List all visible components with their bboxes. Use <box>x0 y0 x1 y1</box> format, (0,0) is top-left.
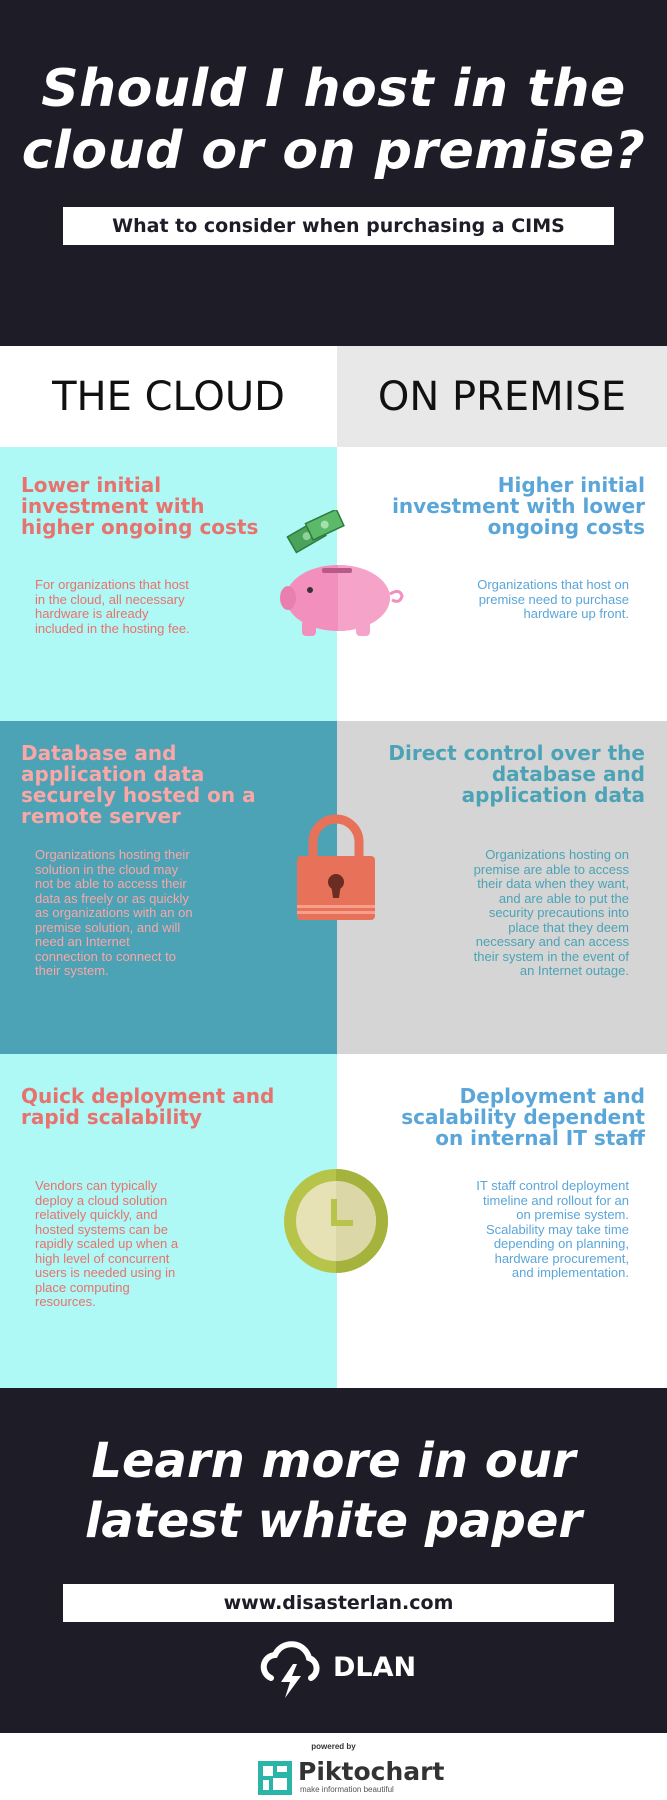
heading-line: Quick deployment and <box>21 1084 275 1108</box>
header <box>0 0 667 346</box>
body-line: data as freely or as quickly <box>35 890 189 906</box>
row1-right-heading <box>392 475 645 538</box>
body-line: resources. <box>35 1294 96 1309</box>
heading-line: investment with lower <box>392 494 645 518</box>
column-heading-cloud-text: THE CLOUD <box>52 373 285 420</box>
column-heading-cloud <box>0 346 337 447</box>
heading-line: on internal IT staff <box>435 1126 645 1150</box>
body-line: hardware procurement, <box>494 1250 629 1266</box>
body-line: premise solution, and will <box>35 919 181 935</box>
column-heading-premise <box>337 346 667 447</box>
body-line: in the cloud, all necessary <box>35 591 185 607</box>
body-line: premise are able to access <box>473 861 629 877</box>
heading-line: Direct control over the <box>388 741 645 765</box>
powered-by-label: powered by <box>311 1742 356 1751</box>
body-line: Organizations hosting their <box>35 847 190 862</box>
row3-right-body <box>476 1179 629 1281</box>
body-line: solution in the cloud may <box>35 861 179 877</box>
body-line: hosted systems can be <box>35 1221 168 1237</box>
body-line: on premise system. <box>516 1207 629 1222</box>
body-line: connection to connect to <box>35 948 176 964</box>
piggy-bank-icon <box>270 510 405 645</box>
body-line: high level of concurrent <box>35 1250 170 1266</box>
row2-right-heading <box>388 743 645 806</box>
website-link[interactable] <box>63 1584 614 1622</box>
heading-line: application data <box>461 783 645 807</box>
row3-left-body <box>35 1179 178 1310</box>
piktochart-logo[interactable] <box>258 1757 445 1797</box>
heading-line: database and <box>491 762 645 786</box>
subtitle-banner <box>63 207 614 245</box>
row2-left-panel <box>0 721 337 1054</box>
heading-line: Lower initial <box>21 473 162 497</box>
cta-line-2: latest white paper <box>84 1493 583 1549</box>
heading-line: rapid scalability <box>21 1105 202 1129</box>
cta-title <box>0 1431 667 1551</box>
piktochart-tagline: make information beautiful <box>300 1785 394 1794</box>
body-line: deploy a cloud solution <box>35 1192 168 1208</box>
heading-line: application data <box>21 762 205 786</box>
heading-line: investment with <box>21 494 205 518</box>
column-heading-premise-text: ON PREMISE <box>377 373 627 420</box>
body-line: place computing <box>35 1279 130 1295</box>
website-link-text[interactable]: www.disasterlan.com <box>223 1592 454 1614</box>
body-line: need an Internet <box>35 934 130 949</box>
title-line-2: cloud or on premise? <box>21 121 646 181</box>
body-line: their data when they want, <box>477 876 629 891</box>
body-line: depending on planning, <box>493 1236 629 1251</box>
row2-right-panel <box>337 721 667 1054</box>
row3-left-heading <box>21 1086 274 1128</box>
heading-line: Deployment and <box>459 1084 645 1108</box>
heading-line: remote server <box>21 804 181 828</box>
row1-left-body <box>35 578 190 636</box>
body-line: security precautions into <box>488 905 629 920</box>
row2-left-heading <box>21 743 256 827</box>
body-line: Scalability may take time <box>485 1221 629 1237</box>
heading-line: Database and <box>21 741 177 765</box>
page-title <box>0 58 667 182</box>
piktochart-icon <box>258 1761 292 1795</box>
body-line: as organizations with an on <box>35 905 193 920</box>
body-line: their system. <box>35 963 109 978</box>
brand-name: DLAN <box>333 1652 417 1683</box>
body-line: timeline and rollout for an <box>483 1192 629 1208</box>
piktochart-name: Piktochart <box>298 1757 445 1786</box>
body-line: relatively quickly, and <box>35 1207 158 1222</box>
heading-line: scalability dependent <box>401 1105 645 1129</box>
body-line: users is needed using in <box>35 1265 176 1280</box>
title-line-1: Should I host in the <box>41 59 626 119</box>
heading-line: higher ongoing costs <box>21 515 259 539</box>
row1-left-heading <box>21 475 258 538</box>
body-line: and implementation. <box>511 1265 629 1280</box>
dlan-logo <box>255 1640 415 1700</box>
body-line: place that they deem <box>508 919 629 935</box>
heading-line: securely hosted on a <box>21 783 256 807</box>
footer <box>0 1388 667 1733</box>
cta-line-1: Learn more in our <box>91 1433 576 1489</box>
body-line: Vendors can typically <box>35 1178 158 1193</box>
body-line: an Internet outage. <box>519 963 629 978</box>
body-line: For organizations that host <box>35 577 189 592</box>
row3-right-heading <box>401 1086 645 1149</box>
body-line: hardware is already <box>35 606 149 621</box>
body-line: and are able to put the <box>498 890 629 906</box>
body-line: not be able to access their <box>35 876 187 891</box>
body-line: necessary and can access <box>475 934 629 949</box>
body-line: included in the hosting fee. <box>35 620 190 636</box>
padlock-icon <box>293 812 379 924</box>
body-line: rapidly scaled up when a <box>35 1236 179 1251</box>
body-line: premise need to purchase <box>478 591 629 607</box>
body-line: their system in the event of <box>473 948 629 964</box>
cloud-lightning-icon <box>255 1640 327 1700</box>
subtitle-text: What to consider when purchasing a CIMS <box>112 215 565 237</box>
heading-line: ongoing costs <box>487 515 645 539</box>
body-line: hardware up front. <box>523 606 629 621</box>
body-line: Organizations that host on <box>477 577 629 592</box>
row1-right-body <box>477 578 629 622</box>
row2-left-body <box>35 848 193 979</box>
clock-icon <box>283 1168 389 1274</box>
powered-by-bar <box>0 1733 667 1800</box>
heading-line: Higher initial <box>497 473 645 497</box>
row2-right-body <box>474 848 629 979</box>
body-line: Organizations hosting on <box>485 847 629 862</box>
body-line: IT staff control deployment <box>476 1178 629 1193</box>
